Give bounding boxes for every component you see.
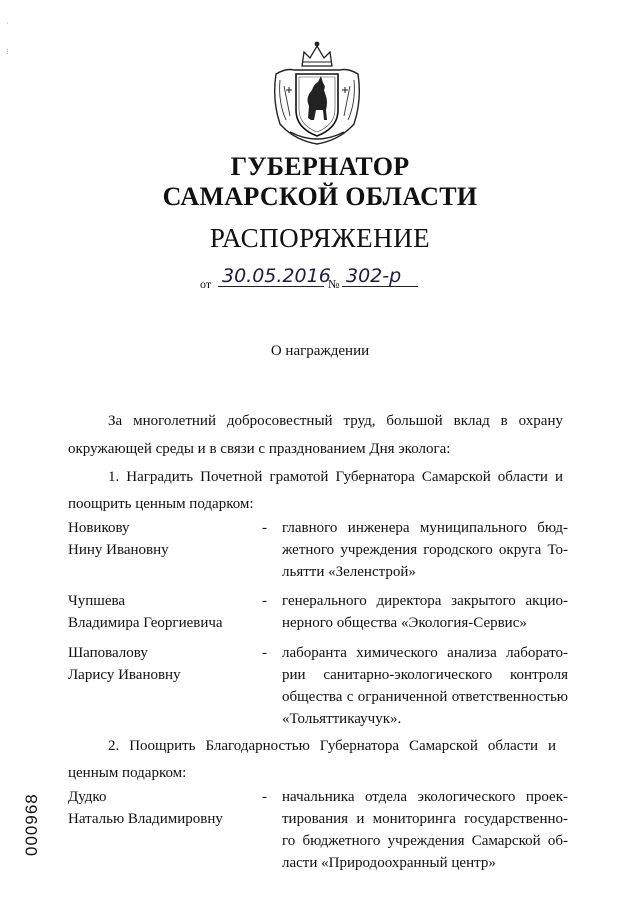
awardee-dash: - [262,520,267,536]
serial-number: 000968 [22,793,41,857]
page-title-line1: ГУБЕРНАТОР [230,152,410,181]
intro-line2: окружающей среды и в связи с празднованием Дня эколога: [68,441,451,457]
awardee-name: Шаповалову Ларису Ивановну [68,645,181,683]
section2-line2: ценным подарком: [68,765,187,781]
document-subject: О награждении [270,343,370,359]
awardee-description: главного инженера муниципального бюд- жетного учреждения городского округа То- льятти «Зеленстрой» [282,520,568,580]
awardee-description: начальника отдела экологического проек- тирования и мониторинга государственно- го бюджетного учреждения Самарской об- ласти «Природоохранный центр» [282,789,568,871]
date-label: от [200,277,212,291]
document-type: РАСПОРЯЖЕНИЕ [209,223,431,253]
section2-line1: 2. Поощрить Благодарностью Губернатора Самарской области и [108,738,556,754]
awardee-name: Новикову Нину Ивановну [68,520,169,558]
section1-line1: 1. Наградить Почетной грамотой Губернатора Самарской области и [108,469,563,485]
margin-marks: · ⁝ [6,19,9,56]
awardee-dash: - [262,645,267,661]
date-value: 30.05.2016 [218,266,324,287]
awardee-description: лаборанта химического анализа лаборато- рии санитарно-экологического контроля общества с ограниченной ответственностью «Тольяттикаучук». [282,645,568,727]
awardee-description: генерального директора закрытого акцио- нерного общества «Экология-Сервис» [282,593,568,631]
awardee-dash: - [262,593,267,609]
number-value: 302-р [342,266,418,287]
page-title-line2: САМАРСКОЙ ОБЛАСТИ [162,182,478,211]
awardee-name: Чупшева Владимира Георгиевича [68,593,223,631]
section1-line2: поощрить ценным подарком: [68,496,254,512]
awardee-name: Дудко Наталью Владимировну [68,789,223,827]
coat-of-arms-icon [268,40,366,148]
number-label: № [328,277,340,291]
intro-line1: За многолетний добросовестный труд, большой вклад в охрану [108,413,563,429]
awardee-dash: - [262,789,267,805]
